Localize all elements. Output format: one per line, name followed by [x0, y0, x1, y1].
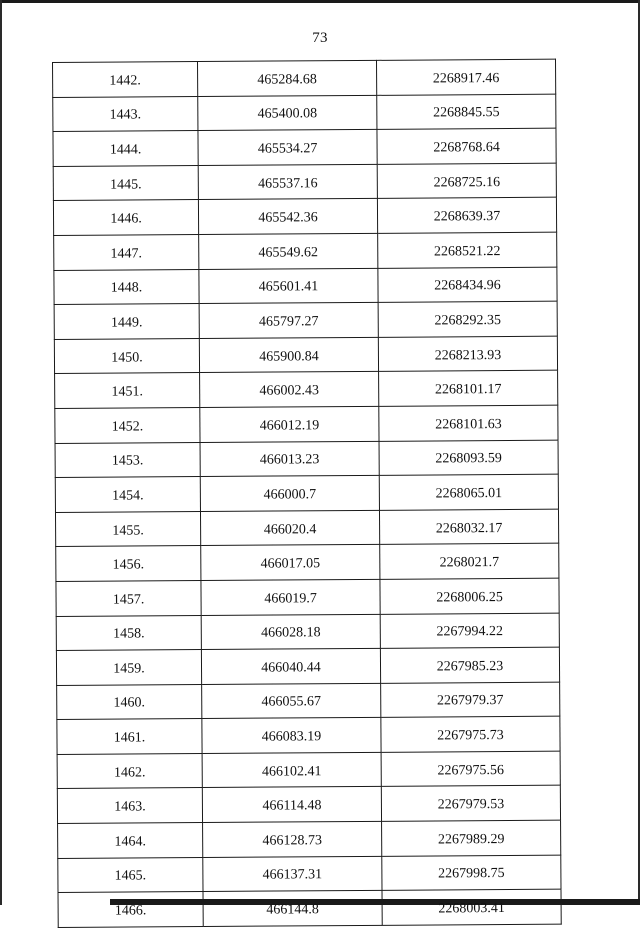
point-number-cell: 1461. [57, 719, 202, 755]
table-row [56, 647, 559, 685]
y-coordinate-cell: 2267979.53 [381, 786, 560, 822]
scan-border-top [0, 0, 640, 3]
x-coordinate-cell: 465534.27 [198, 130, 377, 166]
table-row [57, 786, 560, 824]
point-number-cell: 1451. [55, 373, 200, 409]
point-number-cell: 1449. [54, 304, 199, 340]
y-coordinate-cell: 2267975.56 [381, 751, 560, 787]
coordinates-table-container [52, 59, 561, 928]
table-row [55, 509, 558, 547]
table-row [56, 613, 559, 651]
y-coordinate-cell: 2268845.55 [377, 94, 556, 130]
point-number-cell: 1452. [55, 407, 200, 443]
x-coordinate-cell: 466012.19 [200, 406, 379, 442]
y-coordinate-cell: 2267985.23 [380, 647, 559, 683]
point-number-cell: 1458. [56, 615, 201, 651]
table-row [57, 716, 560, 754]
table-row [58, 889, 561, 927]
y-coordinate-cell: 2268065.01 [379, 474, 558, 510]
x-coordinate-cell: 465601.41 [199, 268, 378, 304]
y-coordinate-cell: 2268213.93 [378, 336, 557, 372]
y-coordinate-cell: 2268768.64 [377, 128, 556, 164]
point-number-cell: 1444. [53, 131, 198, 167]
y-coordinate-cell: 2268917.46 [376, 59, 555, 95]
x-coordinate-cell: 466144.8 [203, 891, 382, 927]
point-number-cell: 1464. [58, 823, 203, 859]
x-coordinate-cell: 466013.23 [200, 441, 379, 477]
y-coordinate-cell: 2267989.29 [382, 820, 561, 856]
x-coordinate-cell: 466002.43 [200, 372, 379, 408]
y-coordinate-cell: 2268725.16 [377, 163, 556, 199]
x-coordinate-cell: 465900.84 [199, 337, 378, 373]
point-number-cell: 1460. [57, 684, 202, 720]
y-coordinate-cell: 2268101.63 [379, 405, 558, 441]
scan-border-left [0, 0, 2, 905]
point-number-cell: 1455. [55, 511, 200, 547]
point-number-cell: 1442. [53, 62, 198, 98]
point-number-cell: 1443. [53, 96, 198, 132]
coordinates-table-body [53, 59, 562, 927]
point-number-cell: 1448. [54, 269, 199, 305]
x-coordinate-cell: 465400.08 [198, 95, 377, 131]
y-coordinate-cell: 2268093.59 [379, 440, 558, 476]
x-coordinate-cell: 466028.18 [201, 614, 380, 650]
table-row [58, 820, 561, 858]
y-coordinate-cell: 2268101.17 [379, 370, 558, 406]
point-number-cell: 1462. [57, 753, 202, 789]
point-number-cell: 1456. [56, 546, 201, 582]
point-number-cell: 1447. [54, 234, 199, 270]
y-coordinate-cell: 2268434.96 [378, 267, 557, 303]
table-row [58, 855, 561, 893]
x-coordinate-cell: 466019.7 [201, 579, 380, 615]
x-coordinate-cell: 466000.7 [200, 475, 379, 511]
table-row [54, 336, 557, 374]
table-row [56, 543, 559, 581]
table-row [56, 578, 559, 616]
table-row [55, 474, 558, 512]
x-coordinate-cell: 466083.19 [202, 718, 381, 754]
y-coordinate-cell: 2267975.73 [381, 716, 560, 752]
x-coordinate-cell: 465284.68 [198, 60, 377, 96]
page-number: 73 [312, 30, 328, 46]
table-row [55, 440, 558, 478]
table-row [53, 198, 556, 236]
table-row [55, 370, 558, 408]
coordinates-table [52, 59, 562, 928]
x-coordinate-cell: 466020.4 [200, 510, 379, 546]
table-row [53, 163, 556, 201]
x-coordinate-cell: 465537.16 [198, 164, 377, 200]
point-number-cell: 1454. [55, 477, 200, 513]
y-coordinate-cell: 2268292.35 [378, 301, 557, 337]
table-row [57, 751, 560, 789]
x-coordinate-cell: 466102.41 [202, 752, 381, 788]
point-number-cell: 1446. [53, 200, 198, 236]
x-coordinate-cell: 466128.73 [203, 821, 382, 857]
x-coordinate-cell: 465542.36 [198, 199, 377, 235]
table-row [57, 682, 560, 720]
point-number-cell: 1450. [54, 338, 199, 374]
y-coordinate-cell: 2268032.17 [379, 509, 558, 545]
point-number-cell: 1459. [56, 650, 201, 686]
x-coordinate-cell: 466114.48 [202, 787, 381, 823]
point-number-cell: 1463. [57, 788, 202, 824]
x-coordinate-cell: 466055.67 [202, 683, 381, 719]
table-row [53, 94, 556, 132]
table-row [54, 232, 557, 270]
table-row [53, 128, 556, 166]
point-number-cell: 1453. [55, 442, 200, 478]
y-coordinate-cell: 2268521.22 [378, 232, 557, 268]
y-coordinate-cell: 2268021.7 [380, 543, 559, 579]
y-coordinate-cell: 2268003.41 [382, 889, 561, 925]
x-coordinate-cell: 465797.27 [199, 302, 378, 338]
y-coordinate-cell: 2268639.37 [377, 198, 556, 234]
x-coordinate-cell: 466137.31 [203, 856, 382, 892]
table-row [54, 267, 557, 305]
point-number-cell: 1466. [58, 892, 203, 928]
table-row [55, 405, 558, 443]
table-row [54, 301, 557, 339]
point-number-cell: 1445. [53, 165, 198, 201]
y-coordinate-cell: 2268006.25 [380, 578, 559, 614]
point-number-cell: 1457. [56, 580, 201, 616]
x-coordinate-cell: 465549.62 [199, 233, 378, 269]
point-number-cell: 1465. [58, 857, 203, 893]
y-coordinate-cell: 2267998.75 [382, 855, 561, 891]
y-coordinate-cell: 2267994.22 [380, 613, 559, 649]
y-coordinate-cell: 2267979.37 [381, 682, 560, 718]
x-coordinate-cell: 466017.05 [201, 545, 380, 581]
table-row [53, 59, 556, 97]
x-coordinate-cell: 466040.44 [201, 648, 380, 684]
